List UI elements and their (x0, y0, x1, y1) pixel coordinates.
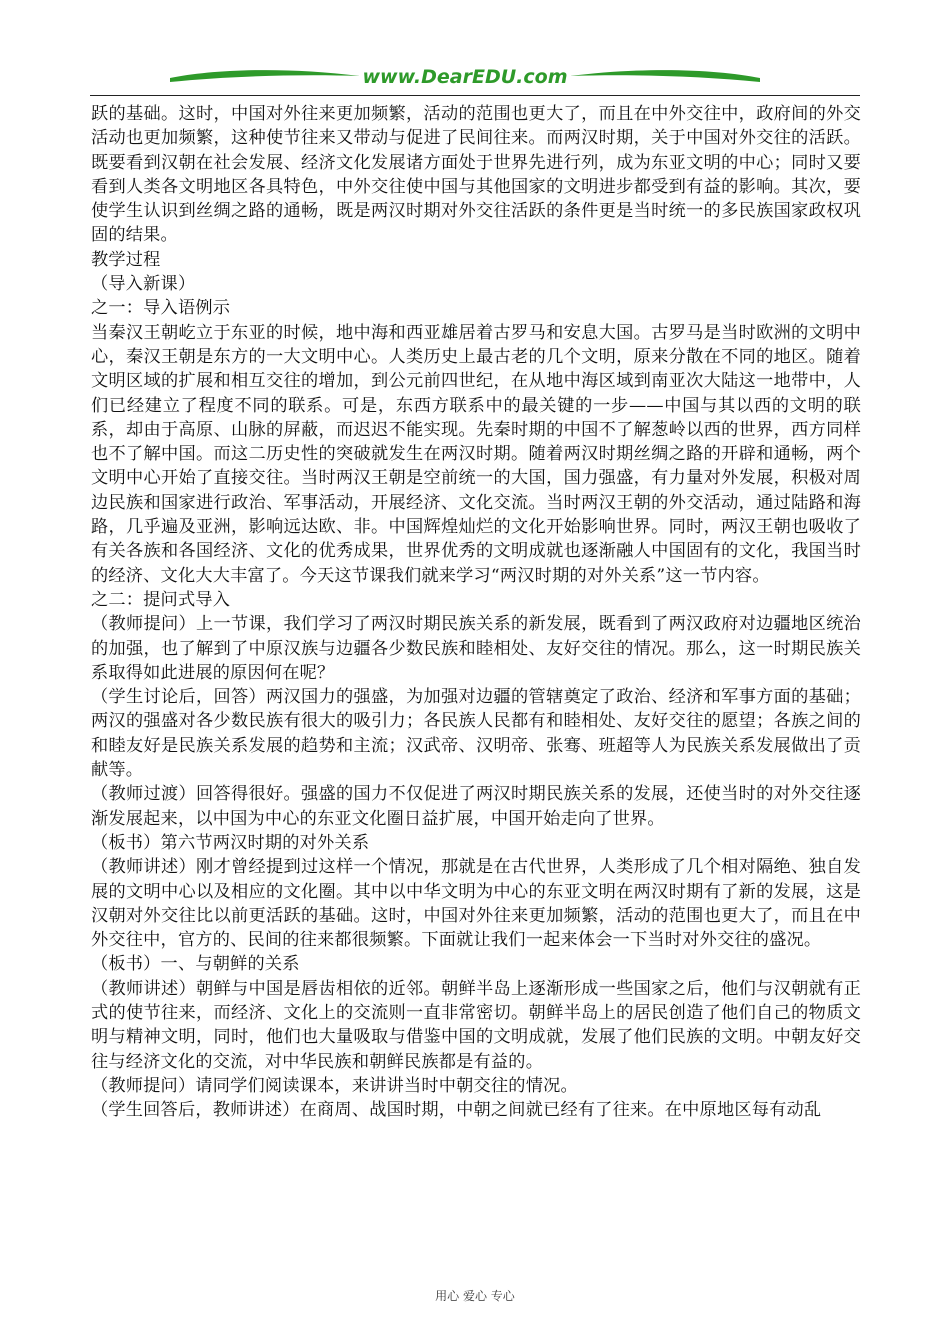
blackboard-korea-relations: （板书）一、与朝鲜的关系 (91, 954, 300, 975)
header-rule (90, 95, 860, 96)
paragraph-intro-example-1: 当秦汉王朝屹立于东亚的时候，地中海和西亚雄居着古罗马和安息大国。古罗马是当时欧洲的文明中心，秦汉王朝是东方的一大文明中心。人类历史上最古老的几个文明，原来分散在不同的地区。随着文明区域的扩展和相互交往的增加，到公元前四世纪，在从地中海区域到南亚次大陆这一地带中，人们已经建立了程度不同的联系。可是，东西方联系中的最关键的一步——中国与其以西的文明的联系，却由于高原、山脉的屏蔽，而迟迟不能实现。先秦时期的中国不了解葱岭以西的世界，西方同样也不了解中国。而这二历史性的突破就发生在两汉时期。随着两汉时期丝绸之路的开辟和通畅，两个文明中心开始了直接交往。当时两汉王朝是空前统一的大国，国力强盛，有力量对外发展，积极对周边民族和国家进行政治、军事活动，开展经济、文化交流。当时两汉王朝的外交活动，通过陆路和海路，几乎遍及亚洲，影响远达欧、非。中国辉煌灿烂的文化开始影响世界。同时，两汉王朝也吸收了有关各族和各国经济、文化的优秀成果，世界优秀的文明成就也逐渐融人中国固有的文化，我国当时的经济、文化大大丰富了。今天这节课我们就来学习“两汉时期的对外关系”这一节内容。 (91, 322, 861, 586)
logo-left-swoosh (170, 70, 360, 82)
paragraph-teacher-question-korea: （教师提问）请同学们阅读课本，来讲讲当时中朝交往的情况。 (91, 1075, 578, 1096)
blackboard-section-title: （板书）第六节两汉时期的对外关系 (91, 832, 370, 853)
heading-teaching-process: 教学过程 (91, 249, 161, 270)
paragraph-teacher-question: （教师提问）上一节课，我们学习了两汉时期民族关系的新发展，既看到了两汉政府对边疆地区统治的加强，也了解到了中原汉族与边疆各少数民族和睦相处、友好交往的情况。那么，这一时期民族关系取得如此进展的原因何在呢？ (91, 614, 861, 683)
paragraph-student-answer-korea: （学生回答后，教师讲述）在商周、战国时期，中朝之间就已经有了往来。在中原地区每有动乱 (91, 1100, 822, 1121)
label-new-lesson-intro: （导入新课） (91, 274, 196, 295)
page-footer: 用心 爱心 专心 (435, 1289, 515, 1303)
heading-intro-example-2: 之二：提问式导入 (91, 589, 231, 610)
paragraph-intro-continued: 跃的基础。这时，中国对外往来更加频繁，活动的范围也更大了，而且在中外交往中，政府间的外交活动也更加频繁，这种使节往来又带动与促进了民间往来。而两汉时期，关于中国对外交往的活跃。既要看到汉朝在社会发展、经济文化发展诸方面处于世界先进行列，成为东亚文明的中心；同时又要看到人类各文明地区各具特色，中外交往使中国与其他国家的文明进步都受到有益的影响。其次，要使学生认识到丝绸之路的通畅，既是两汉时期对外交往活跃的条件更是当时统一的多民族国家政权巩固的结果。 (91, 104, 861, 246)
paragraph-teacher-lecture-korea: （教师讲述）朝鲜与中国是唇齿相依的近邻。朝鲜半岛上逐渐形成一些国家之后，他们与汉朝就有正式的使节往来，而经济、文化上的交流则一直非常密切。朝鲜半岛上的居民创造了他们自己的物质文明与精神文明，同时，他们也大量吸取与借鉴中国的文明成就，发展了他们民族的文明。中朝友好交往与经济文化的交流，对中华民族和朝鲜民族都是有益的。 (91, 978, 861, 1072)
heading-intro-example-1: 之一：导入语例示 (91, 298, 231, 319)
paragraph-student-answer: （学生讨论后，回答）两汉国力的强盛，为加强对边疆的管辖奠定了政治、经济和军事方面的基础；两汉的强盛对各少数民族有很大的吸引力；各民族人民都有和睦相处、友好交往的愿望；各族之间的和睦友好是民族关系发展的趋势和主流；汉武帝、汉明帝、张骞、班超等人为民族关系发展做出了贡献等。 (91, 687, 861, 781)
paragraph-teacher-transition: （教师过渡）回答得很好。强盛的国力不仅促进了两汉时期民族关系的发展，还使当时的对外交往逐渐发展起来，以中国为中心的东亚文化圈日益扩展，中国开始走向了世界。 (91, 784, 861, 829)
paragraph-teacher-lecture-1: （教师讲述）刚才曾经提到过这样一个情况，那就是在古代世界，人类形成了几个相对隔绝、独自发展的文明中心以及相应的文化圈。其中以中华文明为中心的东亚文明在两汉时期有了新的发展，这是汉朝对外交往比以前更活跃的基础。这时，中国对外往来更加频繁，活动的范围也更大了，而且在中外交往中，官方的、民间的往来都很频繁。下面就让我们一起来体会一下当时对外交往的盛况。 (91, 857, 861, 951)
logo-text: www.DearEDU.com (362, 66, 568, 88)
logo-right-swoosh (570, 70, 760, 82)
header-logo (170, 62, 760, 92)
document-body (91, 102, 861, 1122)
